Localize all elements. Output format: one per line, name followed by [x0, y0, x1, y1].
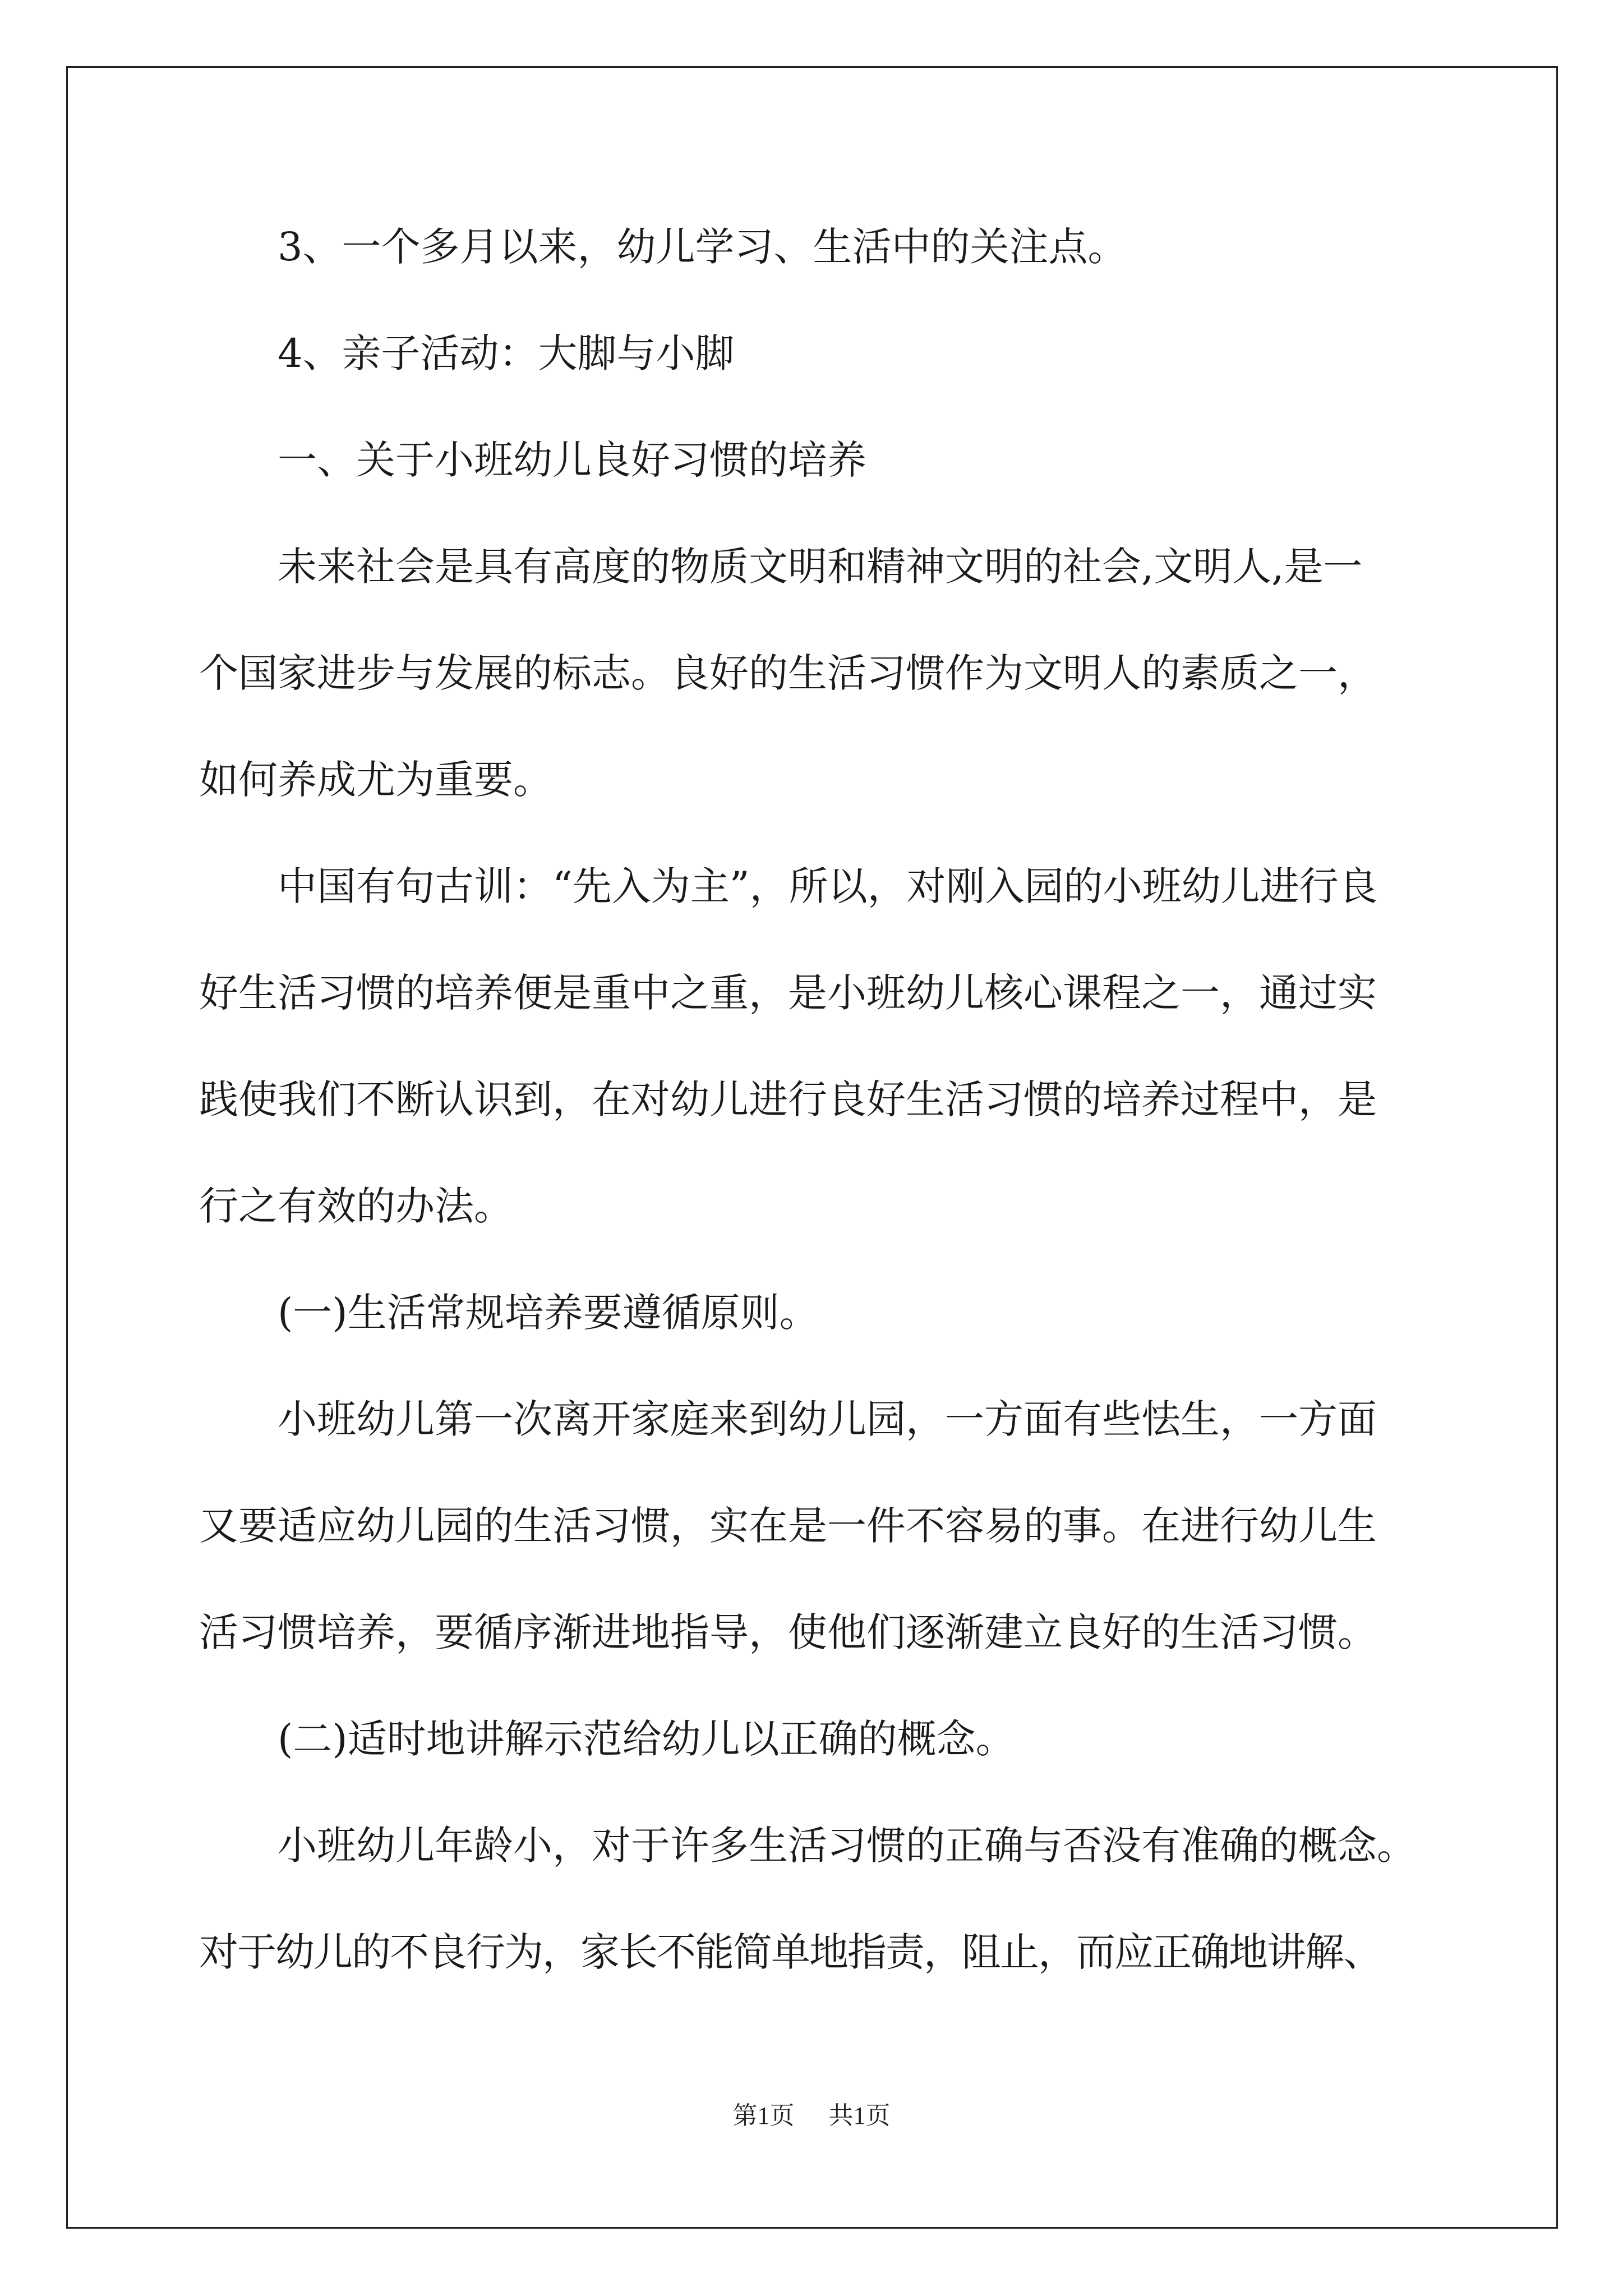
- subsection-heading: (一)生活常规培养要遵循原则。: [278, 1290, 819, 1336]
- page-number: 第1页: [732, 2102, 795, 2129]
- page-footer: [0, 2095, 1623, 2131]
- text-line: 又要适应幼儿园的生活习惯，实在是一件不容易的事。在进行幼儿生: [199, 1503, 1377, 1549]
- text-line: 行之有效的办法。: [199, 1183, 513, 1229]
- text-line: 好生活习惯的培养便是重中之重，是小班幼儿核心课程之一，通过实: [199, 970, 1377, 1016]
- text-line: 4、亲子活动：大脚与小脚: [278, 330, 735, 376]
- total-pages: 共1页: [828, 2102, 891, 2129]
- document-body: [199, 216, 1433, 2028]
- text-line: 未来社会是具有高度的物质文明和精神文明的社会,文明人,是一: [278, 544, 1363, 590]
- section-heading: 一、关于小班幼儿良好习惯的培养: [278, 437, 866, 483]
- text-line: 中国有句古训：“先入为主”，所以，对刚入园的小班幼儿进行良: [278, 863, 1378, 909]
- text-line: 践使我们不断认识到，在对幼儿进行良好生活习惯的培养过程中，是: [199, 1076, 1377, 1122]
- text-line: 对于幼儿的不良行为，家长不能简单地指责，阻止，而应正确地讲解、: [199, 1929, 1381, 1975]
- subsection-heading: (二)适时地讲解示范给幼儿以正确的概念。: [278, 1716, 1015, 1762]
- text-line: 个国家进步与发展的标志。良好的生活习惯作为文明人的素质之一，: [199, 650, 1377, 696]
- text-line: 小班幼儿第一次离开家庭来到幼儿园，一方面有些怯生，一方面: [278, 1396, 1377, 1442]
- text-line: 如何养成尤为重要。: [199, 757, 552, 803]
- text-line: 小班幼儿年龄小，对于许多生活习惯的正确与否没有准确的概念。: [278, 1823, 1416, 1869]
- text-line: 3、一个多月以来，幼儿学习、生活中的关注点。: [278, 224, 1127, 270]
- text-line: 活习惯培养，要循序渐进地指导，使他们逐渐建立良好的生活习惯。: [199, 1609, 1377, 1655]
